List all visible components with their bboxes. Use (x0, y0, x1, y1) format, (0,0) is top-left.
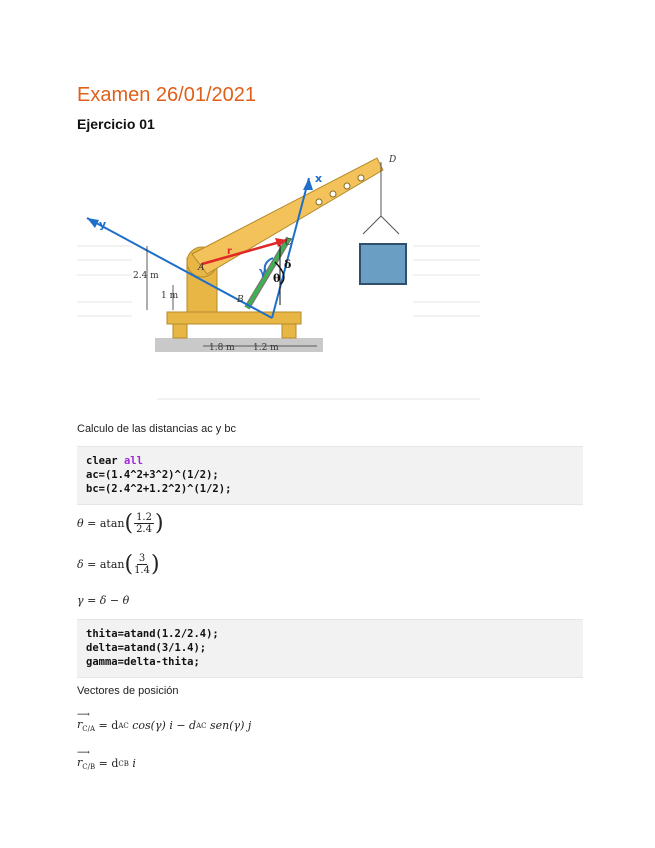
equation-rca: ⟶ $r_{C/A}$ = d AC cos(γ) i − d AC sen(γ) j (77, 710, 252, 733)
label-D: D (389, 155, 397, 165)
code-line: bc=(2.4^2+1.2^2)^(1/2); (86, 483, 232, 495)
code-block-1 (77, 446, 583, 505)
exercise-heading: Ejercicio 01 (77, 116, 155, 132)
label-1m: 1 m (161, 291, 179, 301)
label-theta: θ (273, 272, 281, 285)
code-line: delta=atand(3/1.4); (86, 642, 207, 654)
code-line: clear all (86, 455, 143, 467)
crane-figure (77, 150, 480, 400)
equation-theta: θ = atan ( $\frac{1.2}{2.4}$ ) (77, 510, 164, 536)
equation-gamma: γ = δ − θ (77, 594, 130, 607)
label-18m: 1.8 m (209, 343, 235, 353)
label-24m: 2.4 m (133, 271, 159, 281)
label-rcb: r (253, 288, 258, 299)
label-y-axis: y (99, 218, 107, 231)
label-A: A (198, 263, 205, 273)
ground (155, 338, 323, 352)
label-B: B (237, 295, 244, 305)
code-line: gamma=delta-thita; (86, 656, 200, 668)
equation-rcb: ⟶ $r_{C/B}$ = d CB i (77, 748, 136, 771)
base-platform (167, 312, 301, 324)
code-line: thita=atand(1.2/2.4); (86, 628, 219, 640)
page-title: Examen 26/01/2021 (77, 84, 257, 106)
label-12m: 1.2 m (253, 343, 279, 353)
crate (360, 244, 406, 284)
paragraph-vectors: Vectores de posición (77, 685, 179, 697)
equation-delta: δ = atan ( $\frac{3}{1.4}$ ) (77, 551, 160, 577)
x-axis-line (272, 178, 309, 318)
paragraph-distances: Calculo de las distancias ac y bc (77, 423, 236, 435)
label-C: C (285, 238, 292, 248)
label-gamma: γ (259, 265, 267, 278)
code-line: ac=(1.4^2+3^2)^(1/2); (86, 469, 219, 481)
label-rca: r (227, 246, 232, 257)
label-delta: δ (284, 258, 292, 271)
code-block-2 (77, 619, 583, 678)
label-x-axis: x (315, 172, 323, 185)
